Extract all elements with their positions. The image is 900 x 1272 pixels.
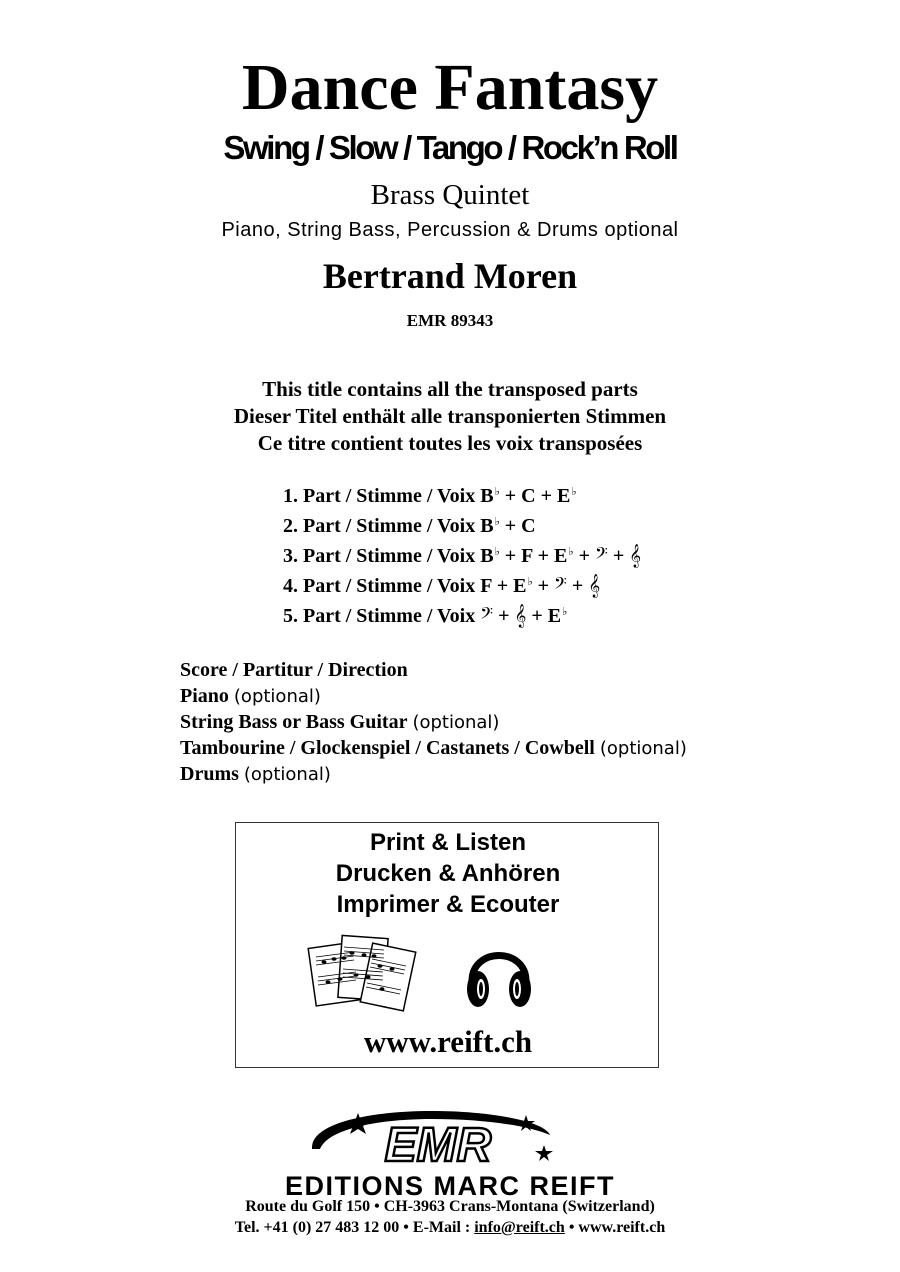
key-e-flat: E♭ bbox=[547, 605, 568, 627]
plus-sign: + bbox=[578, 545, 590, 567]
publisher-address: Route du Golf 150 • CH-3963 Crans-Montana (Switzerland) bbox=[245, 1198, 655, 1215]
ensemble: Brass Quintet bbox=[370, 179, 530, 211]
notice-line-english: This title contains all the transposed parts bbox=[262, 377, 638, 401]
contact-phone: Tel. +41 (0) 27 483 12 00 • E-Mail : bbox=[234, 1219, 471, 1236]
key-text: + C + bbox=[504, 485, 553, 507]
extra-name: Score / Partitur / Direction bbox=[180, 659, 408, 681]
key-b-flat: B♭ bbox=[480, 485, 500, 507]
email-link[interactable]: info@reift.ch bbox=[474, 1219, 565, 1236]
extra-item-drums bbox=[180, 761, 331, 788]
publisher-contact bbox=[0, 1217, 900, 1239]
publisher-name: EDITIONS MARC REIFT bbox=[285, 1171, 615, 1201]
part-label: 1. Part / Stimme / Voix bbox=[283, 485, 476, 507]
part-label: 2. Part / Stimme / Voix bbox=[283, 515, 476, 537]
part-item-1 bbox=[283, 479, 577, 509]
sheet-music-icon bbox=[306, 931, 418, 1013]
extra-name: String Bass or Bass Guitar bbox=[180, 711, 408, 733]
key-e-flat: E♭ bbox=[554, 545, 574, 567]
extra-name: Tambourine / Glockenspiel / Castanets / Cowbell bbox=[180, 737, 595, 759]
headphones-icon bbox=[464, 933, 534, 1011]
key-text: F + bbox=[480, 575, 509, 597]
extra-item-string-bass bbox=[180, 709, 499, 736]
part-label: 3. Part / Stimme / Voix bbox=[283, 545, 476, 567]
extra-note: (optional) bbox=[599, 738, 687, 759]
catalog-number: EMR 89343 bbox=[406, 311, 494, 330]
optional-instruments: Piano, String Bass, Percussion & Drums optional bbox=[221, 219, 679, 241]
key-text: + F + bbox=[504, 545, 550, 567]
key-b-flat: B♭ bbox=[480, 545, 500, 567]
promo-line-french: Imprimer & Ecouter bbox=[336, 891, 560, 918]
treble-clef-icon: 𝄞 bbox=[514, 603, 527, 627]
subtitle: Swing / Slow / Tango / Rock’n Roll bbox=[223, 129, 677, 166]
promo-line-german: Drucken & Anhören bbox=[335, 860, 561, 887]
extra-item-piano bbox=[180, 683, 321, 710]
treble-clef-icon: 𝄞 bbox=[629, 543, 642, 567]
extra-name: Drums bbox=[180, 763, 239, 785]
part-label: 5. Part / Stimme / Voix bbox=[283, 605, 476, 627]
key-text: + C bbox=[504, 515, 536, 537]
extra-note: (optional) bbox=[243, 764, 331, 785]
notice-line-french: Ce titre contient toutes les voix transposées bbox=[257, 431, 643, 455]
plus-sign: + bbox=[612, 545, 625, 567]
key-b-flat: B♭ bbox=[480, 515, 500, 537]
print-listen-box bbox=[235, 822, 659, 1068]
bass-clef-icon: 𝄢 bbox=[480, 603, 494, 627]
bass-clef-icon: 𝄢 bbox=[554, 573, 567, 597]
part-item-5 bbox=[283, 599, 567, 629]
extra-name: Piano bbox=[180, 685, 229, 707]
bass-clef-icon: 𝄢 bbox=[595, 543, 608, 567]
page-title: Dance Fantasy bbox=[241, 51, 659, 124]
extra-note: (optional) bbox=[233, 686, 321, 707]
key-e-flat: E♭ bbox=[513, 575, 533, 597]
logo-text: EMR bbox=[384, 1119, 492, 1171]
part-item-3 bbox=[283, 539, 641, 569]
extra-item-percussion bbox=[180, 735, 687, 762]
part-item-2 bbox=[283, 509, 536, 539]
promo-line-english: Print & Listen bbox=[369, 829, 526, 856]
composer: Bertrand Moren bbox=[322, 256, 578, 296]
plus-sign: + bbox=[531, 605, 543, 627]
notice-line-german: Dieser Titel enthält alle transponierten Stimmen bbox=[233, 404, 667, 428]
promo-url[interactable]: www.reift.ch bbox=[363, 1024, 533, 1059]
plus-sign: + bbox=[498, 605, 510, 627]
part-item-4 bbox=[283, 569, 600, 599]
treble-clef-icon: 𝄞 bbox=[588, 573, 601, 597]
part-label: 4. Part / Stimme / Voix bbox=[283, 575, 476, 597]
extra-note: (optional) bbox=[412, 712, 500, 733]
plus-sign: + bbox=[537, 575, 550, 597]
key-e-flat: E♭ bbox=[557, 485, 577, 507]
contact-website: • www.reift.ch bbox=[568, 1219, 666, 1236]
plus-sign: + bbox=[571, 575, 584, 597]
extra-item-score bbox=[180, 657, 408, 683]
emr-logo bbox=[300, 1105, 565, 1171]
